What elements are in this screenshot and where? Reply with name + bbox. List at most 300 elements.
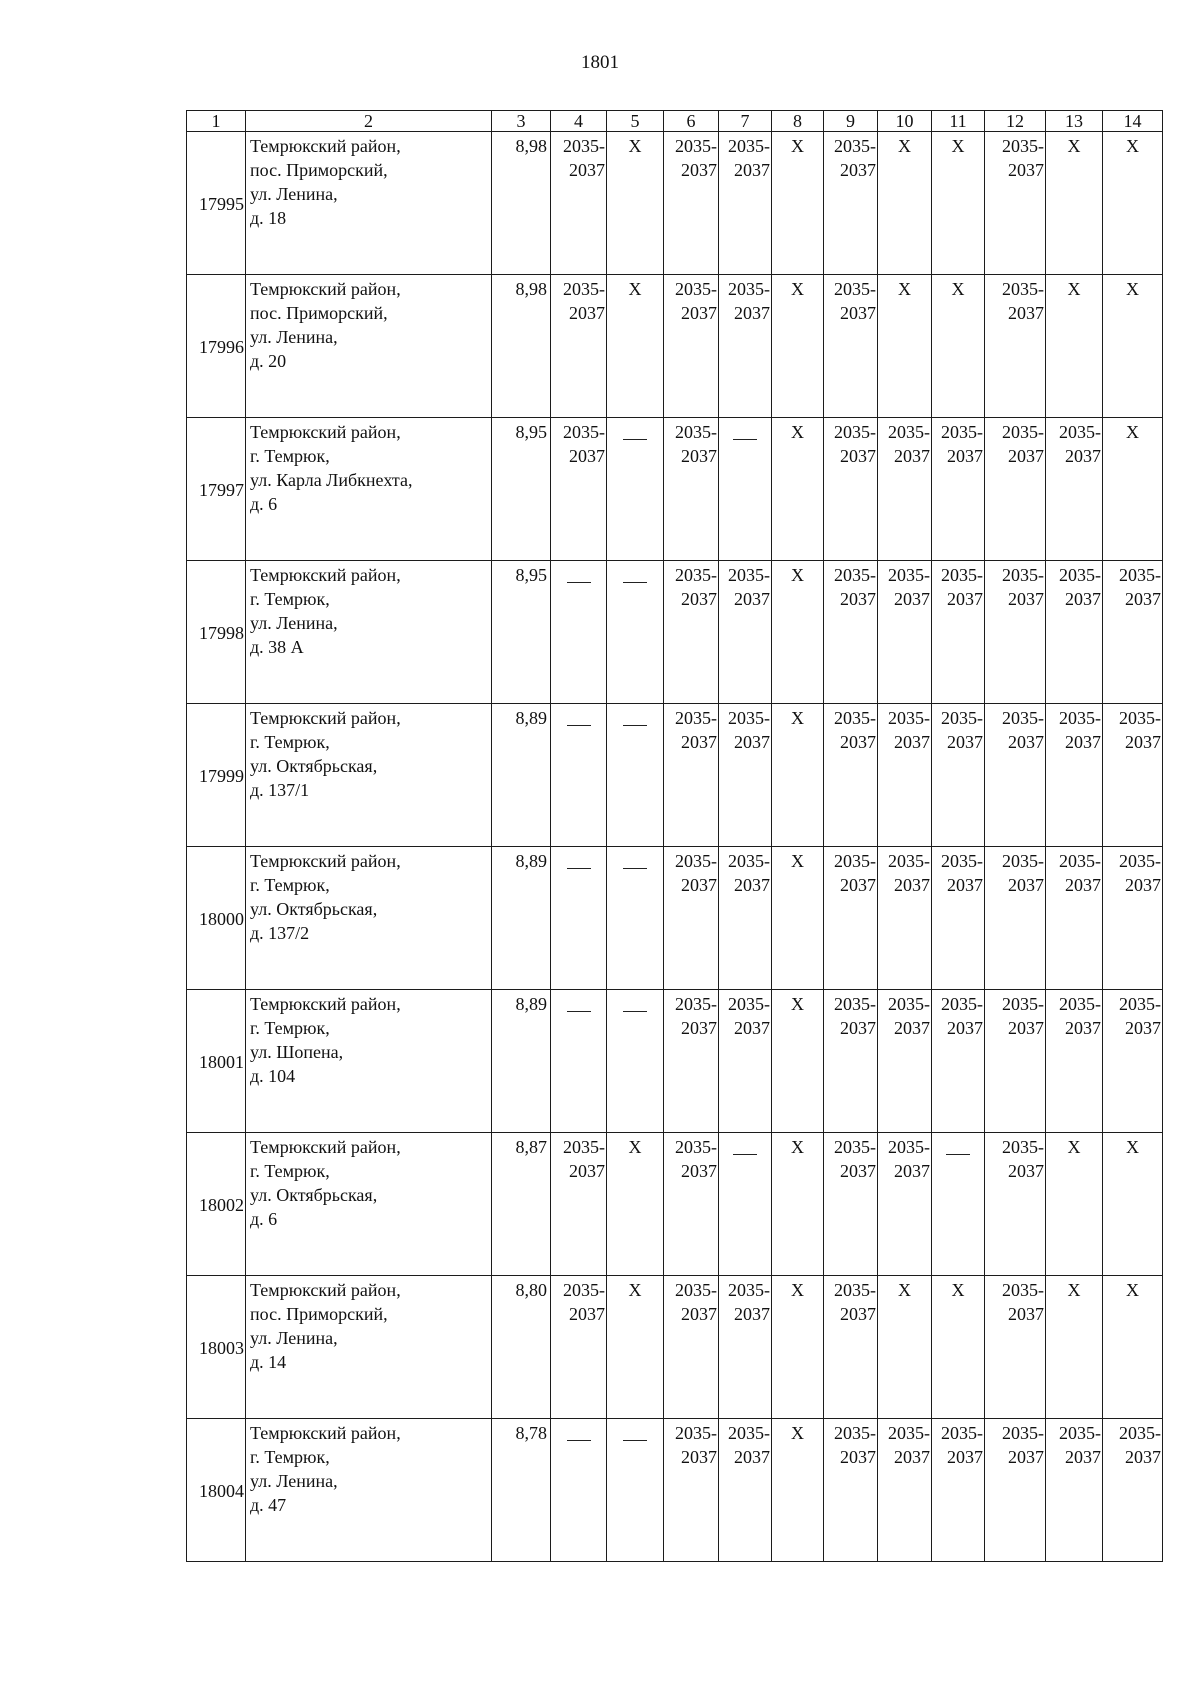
table-row (187, 1276, 1163, 1419)
period-end: 2037 (569, 160, 605, 180)
value-cell: 8,89 (492, 847, 551, 990)
column-header: 11 (932, 111, 985, 132)
period-start: 2035- (888, 994, 930, 1014)
period-end: 2037 (1065, 1018, 1101, 1038)
row-id: 17996 (187, 275, 246, 418)
period-end: 2037 (840, 1161, 876, 1181)
column-header: 6 (664, 111, 719, 132)
column-header: 2 (246, 111, 492, 132)
period-start: 2035- (941, 994, 983, 1014)
period-cell (932, 990, 985, 1133)
table-row (187, 1133, 1163, 1276)
period-end: 2037 (734, 1447, 770, 1467)
period-end: 2037 (681, 732, 717, 752)
period-cell (551, 418, 607, 561)
address-line: Темрюкский район, (250, 565, 401, 585)
dash-mark (567, 582, 591, 583)
page-number: 1801 (581, 52, 619, 73)
value-cell: 8,78 (492, 1419, 551, 1562)
address-line: ул. Карла Либкнехта, (250, 470, 413, 490)
address-line: д. 137/2 (250, 923, 310, 943)
value-cell: 8,98 (492, 275, 551, 418)
period-start: 2035- (1119, 708, 1161, 728)
period-cell (664, 561, 719, 704)
period-start: 2035- (1119, 851, 1161, 871)
x-mark: Х (1126, 1137, 1139, 1157)
period-end: 2037 (569, 1161, 605, 1181)
column-header-row (187, 111, 1163, 132)
period-cell (932, 132, 985, 275)
period-start: 2035- (888, 565, 930, 585)
period-cell (719, 418, 772, 561)
x-mark: Х (791, 1137, 804, 1157)
period-start: 2035- (1119, 1423, 1161, 1443)
period-start: 2035- (834, 1280, 876, 1300)
address-line: ул. Ленина, (250, 613, 338, 633)
period-end: 2037 (1008, 303, 1044, 323)
period-end: 2037 (947, 589, 983, 609)
column-header: 4 (551, 111, 607, 132)
address-line: ул. Октябрьская, (250, 1185, 378, 1205)
period-start: 2035- (1059, 851, 1101, 871)
period-start: 2035- (888, 1137, 930, 1157)
period-start: 2035- (563, 279, 605, 299)
period-cell (932, 1419, 985, 1562)
period-cell (607, 1276, 664, 1419)
period-cell (824, 1276, 878, 1419)
period-cell (985, 132, 1046, 275)
period-cell (1046, 275, 1103, 418)
row-id: 17997 (187, 418, 246, 561)
period-cell (985, 1276, 1046, 1419)
table-row (187, 561, 1163, 704)
period-start: 2035- (675, 136, 717, 156)
address-line: пос. Приморский, (250, 303, 388, 323)
address-line: пос. Приморский, (250, 1304, 388, 1324)
period-end: 2037 (840, 446, 876, 466)
value-cell: 8,89 (492, 990, 551, 1133)
period-start: 2035- (1002, 422, 1044, 442)
period-end: 2037 (1065, 875, 1101, 895)
period-cell (551, 704, 607, 847)
x-mark: Х (791, 1280, 804, 1300)
period-cell (607, 1419, 664, 1562)
period-cell (1103, 1276, 1163, 1419)
period-start: 2035- (834, 279, 876, 299)
period-cell (551, 561, 607, 704)
period-cell (719, 847, 772, 990)
period-cell (664, 1419, 719, 1562)
period-cell (772, 418, 824, 561)
x-mark: Х (898, 136, 911, 156)
period-cell (607, 418, 664, 561)
period-cell (985, 561, 1046, 704)
address-cell (246, 561, 492, 704)
period-end: 2037 (734, 303, 770, 323)
period-start: 2035- (941, 851, 983, 871)
period-cell (932, 1276, 985, 1419)
address-line: г. Темрюк, (250, 1018, 330, 1038)
period-start: 2035- (834, 1423, 876, 1443)
address-cell (246, 1133, 492, 1276)
row-id: 18003 (187, 1276, 246, 1419)
period-cell (878, 1419, 932, 1562)
period-start: 2035- (834, 851, 876, 871)
period-start: 2035- (834, 422, 876, 442)
dash-mark (623, 439, 647, 440)
period-cell (1046, 1419, 1103, 1562)
period-cell (607, 561, 664, 704)
dash-mark (946, 1154, 970, 1155)
period-start: 2035- (675, 1423, 717, 1443)
period-cell (1046, 847, 1103, 990)
period-end: 2037 (947, 446, 983, 466)
address-line: г. Темрюк, (250, 875, 330, 895)
address-line: г. Темрюк, (250, 589, 330, 609)
period-start: 2035- (728, 1280, 770, 1300)
address-line: д. 137/1 (250, 780, 310, 800)
period-start: 2035- (675, 279, 717, 299)
column-header: 9 (824, 111, 878, 132)
period-end: 2037 (1065, 1447, 1101, 1467)
address-line: д. 20 (250, 351, 287, 371)
period-cell (607, 990, 664, 1133)
period-end: 2037 (1008, 1447, 1044, 1467)
period-end: 2037 (1065, 446, 1101, 466)
period-end: 2037 (681, 1018, 717, 1038)
x-mark: Х (628, 1280, 642, 1300)
period-cell (878, 704, 932, 847)
period-cell (878, 847, 932, 990)
value-cell: 8,98 (492, 132, 551, 275)
dash-mark (623, 725, 647, 726)
period-end: 2037 (734, 589, 770, 609)
period-end: 2037 (1065, 589, 1101, 609)
period-cell (551, 1276, 607, 1419)
period-end: 2037 (1125, 589, 1161, 609)
period-start: 2035- (1002, 136, 1044, 156)
row-id: 18004 (187, 1419, 246, 1562)
period-cell (607, 275, 664, 418)
period-end: 2037 (1125, 732, 1161, 752)
x-mark: Х (628, 136, 642, 156)
period-start: 2035- (834, 1137, 876, 1157)
table-row (187, 132, 1163, 275)
period-end: 2037 (681, 303, 717, 323)
period-cell (664, 1276, 719, 1419)
address-line: д. 47 (250, 1495, 287, 1515)
period-start: 2035- (675, 851, 717, 871)
address-line: ул. Ленина, (250, 327, 338, 347)
period-start: 2035- (834, 136, 876, 156)
address-line: Темрюкский район, (250, 994, 401, 1014)
value-cell: 8,95 (492, 418, 551, 561)
x-mark: Х (628, 279, 642, 299)
period-end: 2037 (840, 1018, 876, 1038)
address-line: г. Темрюк, (250, 1447, 330, 1467)
dash-mark (733, 439, 757, 440)
period-cell (1103, 418, 1163, 561)
address-line: ул. Ленина, (250, 184, 338, 204)
dash-mark (623, 868, 647, 869)
period-end: 2037 (681, 589, 717, 609)
column-header: 3 (492, 111, 551, 132)
period-start: 2035- (888, 1423, 930, 1443)
period-cell (1103, 704, 1163, 847)
period-cell (664, 1133, 719, 1276)
address-line: Темрюкский район, (250, 708, 401, 728)
period-cell (932, 1133, 985, 1276)
period-cell (1103, 847, 1163, 990)
period-end: 2037 (894, 446, 930, 466)
column-header: 10 (878, 111, 932, 132)
period-start: 2035- (1059, 565, 1101, 585)
period-cell (772, 132, 824, 275)
column-header: 12 (985, 111, 1046, 132)
table-row (187, 1419, 1163, 1562)
x-mark: Х (951, 136, 965, 156)
period-cell (1103, 990, 1163, 1133)
period-end: 2037 (894, 732, 930, 752)
period-start: 2035- (728, 708, 770, 728)
address-line: Темрюкский район, (250, 851, 401, 871)
address-line: ул. Шопена, (250, 1042, 344, 1062)
period-start: 2035- (675, 1280, 717, 1300)
period-cell (1103, 132, 1163, 275)
period-start: 2035- (563, 422, 605, 442)
period-cell (1103, 561, 1163, 704)
period-cell (551, 275, 607, 418)
period-cell (824, 1133, 878, 1276)
period-start: 2035- (728, 565, 770, 585)
x-mark: Х (1126, 1280, 1139, 1300)
period-cell (878, 1276, 932, 1419)
address-cell (246, 1419, 492, 1562)
period-cell (719, 704, 772, 847)
period-end: 2037 (1008, 1304, 1044, 1324)
address-line: д. 6 (250, 494, 278, 514)
period-end: 2037 (1008, 160, 1044, 180)
row-id: 17998 (187, 561, 246, 704)
row-id: 18002 (187, 1133, 246, 1276)
address-line: д. 18 (250, 208, 287, 228)
period-end: 2037 (894, 1447, 930, 1467)
x-mark: Х (791, 994, 804, 1014)
period-start: 2035- (1002, 565, 1044, 585)
period-cell (985, 1133, 1046, 1276)
dash-mark (623, 582, 647, 583)
period-cell (985, 847, 1046, 990)
period-start: 2035- (1002, 1280, 1044, 1300)
period-start: 2035- (1119, 565, 1161, 585)
address-line: д. 6 (250, 1209, 278, 1229)
column-header: 8 (772, 111, 824, 132)
address-line: ул. Октябрьская, (250, 899, 378, 919)
address-line: Темрюкский район, (250, 1423, 401, 1443)
period-end: 2037 (1008, 732, 1044, 752)
column-header: 13 (1046, 111, 1103, 132)
period-end: 2037 (734, 1018, 770, 1038)
period-cell (719, 561, 772, 704)
period-cell (1046, 418, 1103, 561)
x-mark: Х (791, 1423, 804, 1443)
period-start: 2035- (941, 1423, 983, 1443)
period-end: 2037 (947, 875, 983, 895)
x-mark: Х (898, 1280, 911, 1300)
period-cell (772, 275, 824, 418)
period-end: 2037 (734, 875, 770, 895)
period-cell (985, 704, 1046, 847)
period-cell (664, 418, 719, 561)
period-start: 2035- (1059, 994, 1101, 1014)
period-end: 2037 (681, 160, 717, 180)
period-start: 2035- (888, 708, 930, 728)
period-cell (607, 704, 664, 847)
column-header: 7 (719, 111, 772, 132)
period-cell (878, 418, 932, 561)
value-cell: 8,80 (492, 1276, 551, 1419)
period-end: 2037 (1008, 1161, 1044, 1181)
period-end: 2037 (1125, 1447, 1161, 1467)
period-start: 2035- (888, 851, 930, 871)
period-start: 2035- (728, 1423, 770, 1443)
period-cell (551, 847, 607, 990)
dash-mark (733, 1154, 757, 1155)
period-cell (824, 132, 878, 275)
address-line: пос. Приморский, (250, 160, 388, 180)
period-cell (772, 990, 824, 1133)
period-end: 2037 (734, 160, 770, 180)
period-end: 2037 (1125, 875, 1161, 895)
period-end: 2037 (840, 1447, 876, 1467)
row-id: 17999 (187, 704, 246, 847)
dash-mark (567, 725, 591, 726)
address-line: д. 14 (250, 1352, 287, 1372)
period-cell (824, 418, 878, 561)
period-end: 2037 (894, 589, 930, 609)
period-cell (719, 1133, 772, 1276)
period-start: 2035- (675, 422, 717, 442)
x-mark: Х (791, 708, 804, 728)
period-cell (551, 1419, 607, 1562)
column-header: 1 (187, 111, 246, 132)
period-cell (664, 132, 719, 275)
period-end: 2037 (894, 1161, 930, 1181)
period-cell (719, 990, 772, 1133)
address-line: ул. Октябрьская, (250, 756, 378, 776)
dash-mark (623, 1011, 647, 1012)
address-line: ул. Ленина, (250, 1471, 338, 1491)
value-cell: 8,95 (492, 561, 551, 704)
dash-mark (567, 1011, 591, 1012)
period-start: 2035- (1002, 851, 1044, 871)
period-cell (932, 847, 985, 990)
address-cell (246, 990, 492, 1133)
period-cell (772, 561, 824, 704)
period-cell (607, 847, 664, 990)
column-header: 5 (607, 111, 664, 132)
x-mark: Х (1067, 279, 1081, 299)
period-start: 2035- (675, 565, 717, 585)
period-end: 2037 (840, 1304, 876, 1324)
value-cell: 8,87 (492, 1133, 551, 1276)
period-cell (824, 1419, 878, 1562)
period-end: 2037 (840, 589, 876, 609)
period-end: 2037 (1125, 1018, 1161, 1038)
period-cell (932, 418, 985, 561)
x-mark: Х (1067, 136, 1081, 156)
period-start: 2035- (941, 565, 983, 585)
period-cell (772, 1133, 824, 1276)
period-end: 2037 (681, 1161, 717, 1181)
address-line: д. 104 (250, 1066, 296, 1086)
period-cell (1046, 1276, 1103, 1419)
period-start: 2035- (563, 1280, 605, 1300)
period-start: 2035- (675, 708, 717, 728)
period-cell (664, 704, 719, 847)
address-cell (246, 847, 492, 990)
row-id: 18000 (187, 847, 246, 990)
address-line: Темрюкский район, (250, 1137, 401, 1157)
dash-mark (567, 868, 591, 869)
period-cell (551, 990, 607, 1133)
period-cell (878, 275, 932, 418)
period-end: 2037 (569, 446, 605, 466)
period-cell (719, 275, 772, 418)
x-mark: Х (628, 1137, 642, 1157)
period-end: 2037 (734, 732, 770, 752)
data-table (186, 110, 1163, 1562)
period-cell (551, 132, 607, 275)
period-cell (551, 1133, 607, 1276)
period-end: 2037 (894, 1018, 930, 1038)
period-end: 2037 (569, 303, 605, 323)
period-end: 2037 (947, 1447, 983, 1467)
row-id: 18001 (187, 990, 246, 1133)
table-row (187, 275, 1163, 418)
period-cell (1103, 275, 1163, 418)
period-start: 2035- (728, 279, 770, 299)
period-end: 2037 (569, 1304, 605, 1324)
address-line: Темрюкский район, (250, 422, 401, 442)
address-line: ул. Ленина, (250, 1328, 338, 1348)
address-line: Темрюкский район, (250, 1280, 401, 1300)
period-cell (878, 990, 932, 1133)
address-cell (246, 418, 492, 561)
period-cell (772, 847, 824, 990)
column-header: 14 (1103, 111, 1163, 132)
address-line: Темрюкский район, (250, 136, 401, 156)
x-mark: Х (791, 279, 804, 299)
period-end: 2037 (840, 303, 876, 323)
period-start: 2035- (941, 422, 983, 442)
period-start: 2035- (1059, 708, 1101, 728)
period-end: 2037 (840, 875, 876, 895)
period-start: 2035- (728, 136, 770, 156)
table-row (187, 704, 1163, 847)
period-cell (607, 132, 664, 275)
period-start: 2035- (1002, 279, 1044, 299)
period-cell (878, 132, 932, 275)
period-cell (824, 275, 878, 418)
period-start: 2035- (1002, 1137, 1044, 1157)
period-start: 2035- (1002, 1423, 1044, 1443)
period-cell (719, 1419, 772, 1562)
period-end: 2037 (947, 732, 983, 752)
address-cell (246, 132, 492, 275)
period-start: 2035- (1059, 1423, 1101, 1443)
period-cell (985, 990, 1046, 1133)
